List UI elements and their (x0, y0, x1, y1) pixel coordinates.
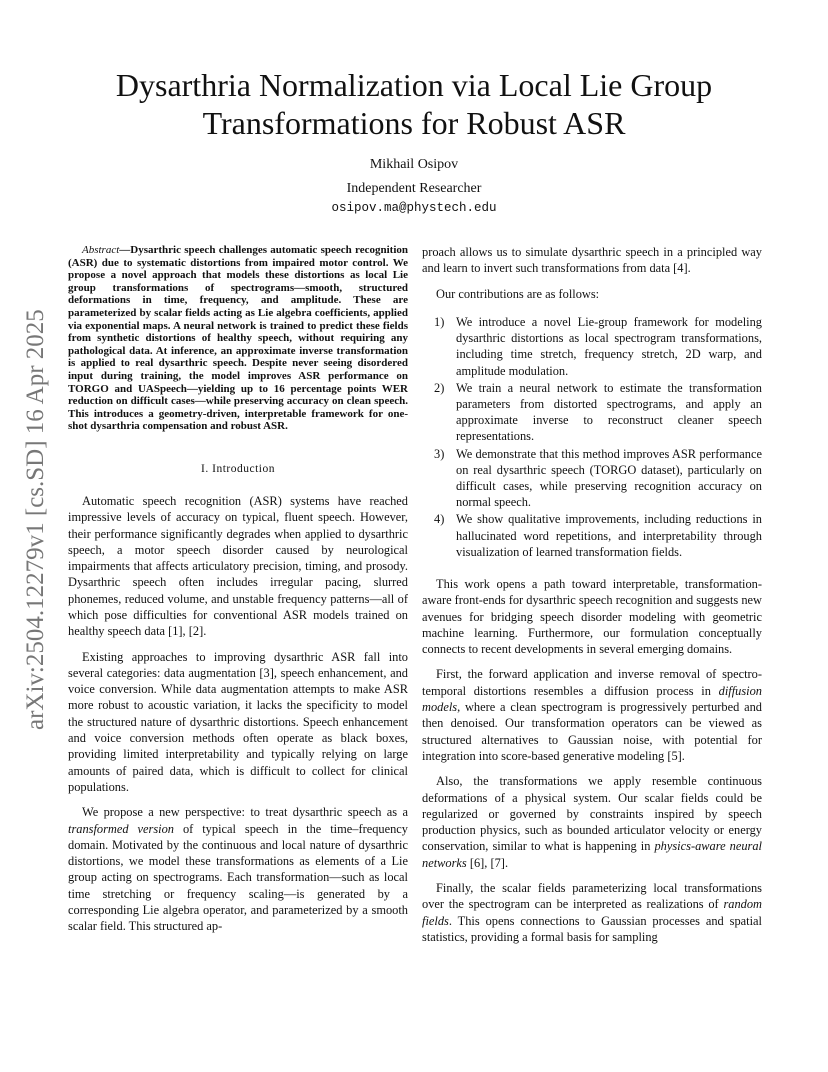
list-item (422, 511, 762, 560)
list-number: 2) (434, 380, 445, 395)
text-span: [6], [7]. (466, 855, 509, 870)
text-span: Finally, the scalar fields parameterizing local transformations over the spectrogram can be interpreted as realizations of (422, 880, 762, 912)
text-span: , where a clean spectrogram is progressively perturbed and then denoised. Our transformation operators can be viewed as structured alternatives to Gaussian noise, with potential for integration into score-based generative modeling [5]. (422, 700, 762, 763)
list-item (422, 446, 762, 511)
text-span: . This opens connections to Gaussian processes and spatial statistics, providing a formal basis for sampling (422, 913, 762, 944)
abstract-text: —Dysarthric speech challenges automatic speech recognition (ASR) due to systematic distortions from impaired motor control. We propose a novel approach that models these distortions as local Lie group transformations of spectrograms—smooth, structured deformations in time, frequency, and amplitude. These are parameterized by scalar fields acting as Lie algebra coefficients, applied via exponential maps. A neural network is trained to predict these fields from synthetic distortions of healthy speech, without requiring any pathological data. At inference, an approximate inverse transformation is applied to real dysarthric speech. Despite never seeing disordered input during training, the model improves ASR performance on TORGO and UASpeech—yielding up to 16 percentage points WER reduction on difficult cases—while preserving accuracy on clean speech. This introduces a geometry-driven, interpretable framework for one-shot dysarthria compensation and robust ASR. (68, 244, 408, 433)
list-item (422, 314, 762, 379)
intro-paragraph-7 (422, 773, 762, 871)
title-line-2: Transformations for Robust ASR (202, 105, 626, 141)
text-span: First, the forward application and inverse removal of spectro-temporal distortions resembles a diffusion process in (422, 667, 762, 698)
contributions-lead: Our contributions are as follows: (436, 286, 600, 301)
text-span: of typical speech in the time–frequency domain. Motivated by the continuous and local nature of dysarthric distortions, we model these transformations as elements of a Lie group acting on spectrograms. Each transformation—such as local time stretching or frequency scaling—is generated by a corresponding Lie algebra operator, and parameterized by a smooth scalar field. This structured ap- (68, 821, 408, 934)
intro-paragraph-4: proach allows us to simulate dysarthric speech in a principled way and learn to invert such transformations from data [4]. (422, 245, 762, 276)
list-text: We train a neural network to estimate the transformation parameters from distorted spectrograms, and apply an approximate inverse to reconstruct cleaner speech representations. (456, 380, 762, 444)
text-span: We propose a new perspective: to treat dysarthric speech as a (82, 805, 408, 820)
author-email[interactable]: osipov.ma@phystech.edu (331, 201, 497, 215)
right-column (422, 244, 762, 954)
arxiv-stamp: arXiv:2504.12279v1 [cs.SD] 16 Apr 2025 (22, 309, 49, 730)
intro-paragraph-3 (68, 804, 408, 934)
italic-span: transformed version (68, 821, 175, 836)
abstract (68, 244, 408, 433)
intro-paragraph-6 (422, 666, 762, 764)
text-span: Also, the transformations we apply resemble continuous deformations of a physical system. Our scalar fields could be regularized or governed by constraints inspired by speech production physics, such as bounded articulator velocity or energy conservation, similar to what is happening in (422, 774, 762, 854)
italic-span: diffusion models (422, 683, 762, 715)
paper-title (60, 66, 768, 142)
intro-paragraph-8 (422, 880, 762, 945)
intro-paragraph-5: This work opens a path toward interpretable, transformation-aware front-ends for dysarthric speech recognition and suggests new avenues for bridging speech disorder modeling with geometric machine learning. Furthermore, our formulation conceptually connects to recent developments in several emerging domains. (422, 576, 762, 657)
list-number: 3) (434, 446, 445, 461)
author-affiliation: Independent Researcher (346, 181, 482, 196)
abstract-label: Abstract (82, 244, 120, 256)
list-item (422, 380, 762, 445)
left-column (68, 244, 408, 944)
section-heading-introduction: I. Introduction (201, 462, 275, 475)
italic-span: physics-aware neural networks (422, 839, 762, 870)
intro-paragraph-2: Existing approaches to improving dysarthric ASR fall into several categories: data augmentation [3], speech enhancement, and voice conversion. While data augmentation attempts to make ASR more robust to acoustic variation, it lacks the specificity to model the structured nature of dysarthric distortions. Speech enhancement and voice conversion methods often operate as black boxes, providing limited interpretability and typically relying on large amounts of paired data, which is difficult to collect for clinical populations. (68, 649, 408, 794)
italic-span: random fields (422, 897, 762, 928)
list-text: We show qualitative improvements, including reductions in hallucinated word repetitions, and interpretability through visualization of learned transformation fields. (456, 512, 762, 559)
intro-paragraph-1: Automatic speech recognition (ASR) systems have reached impressive levels of accuracy on typical, fluent speech. However, their performance significantly degrades when applied to dysarthric speech, a motor speech disorder caused by neurological impairments that affects articulatory precision, timing, and prosody. Dysarthric speech often includes irregular pacing, slurred phonemes, reduced volume, and unstable frequency patterns—all of which pose difficulties for conventional ASR models trained on healthy speech data [1], [2]. (68, 493, 408, 639)
title-line-1: Dysarthria Normalization via Local Lie Group (115, 67, 713, 103)
list-number: 4) (434, 512, 445, 527)
list-number: 1) (434, 314, 445, 329)
list-text: We introduce a novel Lie-group framework for modeling dysarthric distortions as local spectrogram transformations, including time stretch, frequency stretch, 2D warp, and amplitude modulation. (456, 314, 762, 378)
contributions-list (422, 314, 762, 560)
author-name: Mikhail Osipov (369, 157, 459, 172)
list-text: We demonstrate that this method improves ASR performance on real dysarthric speech (TORGO dataset), particularly on difficult cases, while preserving recognition accuracy on normal speech. (456, 446, 762, 510)
